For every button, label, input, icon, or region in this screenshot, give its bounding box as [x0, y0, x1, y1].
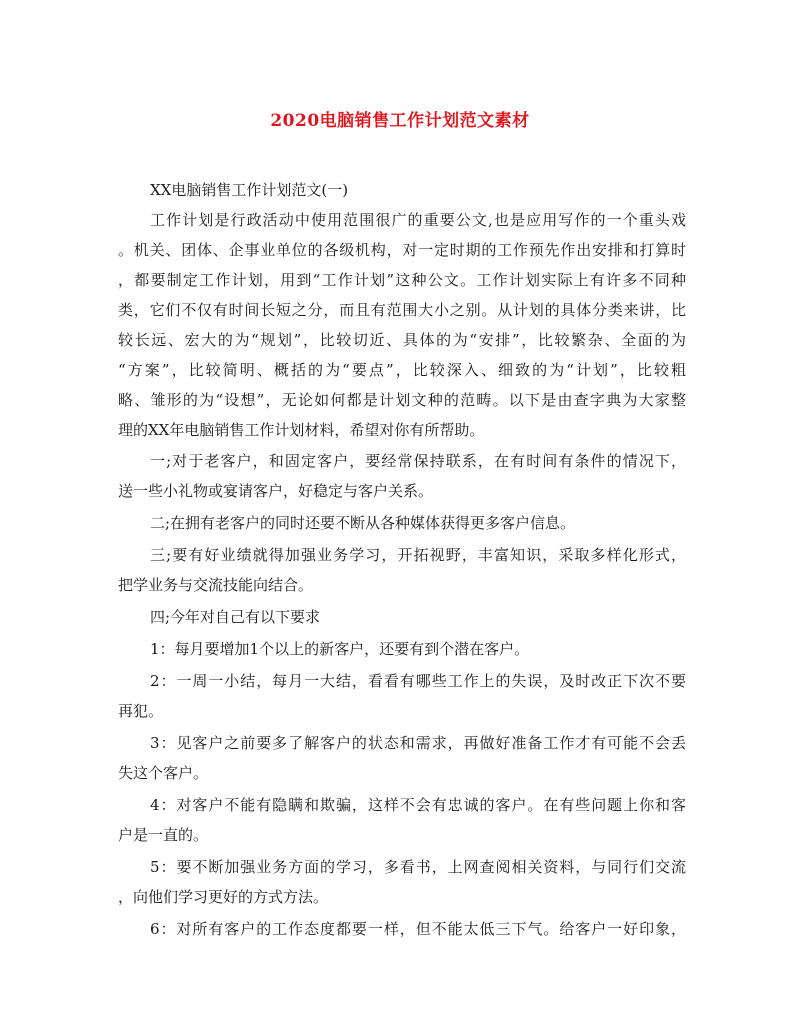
text-line: 再犯。 — [118, 702, 164, 720]
document-title: 2020电脑销售工作计划范文素材 — [270, 111, 530, 131]
text-line: 户是一直的。 — [118, 826, 209, 844]
text-line: XX电脑销售工作计划范文(一) — [150, 181, 349, 199]
text-line: 5：要不断加强业务方面的学习，多看书，上网查阅相关资料，与同行们交流 — [150, 858, 686, 876]
text-line: 四;今年对自己有以下要求 — [150, 608, 321, 626]
text-line: 。机关、团体、企事业单位的各级机构，对一定时期的工作预先作出安排和打算时 — [118, 241, 686, 259]
text-line: 略、雏形的为“设想”，无论如何都是计划文种的范畴。以下是由查字典为大家整 — [118, 391, 686, 409]
text-line: 一;对于老客户，和固定客户，要经常保持联系，在有时间有条件的情况下， — [150, 452, 686, 470]
text-line: 4：对客户不能有隐瞒和欺骗，这样不会有忠诚的客户。在有些问题上你和客 — [150, 796, 686, 814]
text-line: ，向他们学习更好的方式方法。 — [118, 888, 329, 906]
text-line: 把学业务与交流技能向结合。 — [118, 576, 314, 594]
text-line: 3：见客户之前要多了解客户的状态和需求，再做好准备工作才有可能不会丢 — [150, 734, 686, 752]
text-line: 送一些小礼物或宴请客户，好稳定与客户关系。 — [118, 482, 434, 500]
text-line: 三;要有好业绩就得加强业务学习，开拓视野，丰富知识，采取多样化形式， — [150, 546, 686, 564]
text-line: 1：每月要增加1个以上的新客户，还要有到个潜在客户。 — [150, 640, 530, 658]
text-line: 二;在拥有老客户的同时还要不断从各种媒体获得更多客户信息。 — [150, 514, 576, 532]
text-line: 理的XX年电脑销售工作计划材料，希望对你有所帮助。 — [118, 421, 485, 439]
text-line: 类，它们不仅有时间长短之分，而且有范围大小之别。从计划的具体分类来讲，比 — [118, 301, 686, 319]
text-line: 6：对所有客户的工作态度都要一样，但不能太低三下气。给客户一好印象， — [150, 920, 686, 938]
text-line: ，都要制定工作计划，用到“工作计划”这种公文。工作计划实际上有许多不同种 — [118, 271, 686, 289]
text-line: 2：一周一小结，每月一大结，看看有哪些工作上的失误，及时改正下次不要 — [150, 672, 686, 690]
text-line: 失这个客户。 — [118, 764, 209, 782]
text-line: “方案”，比较简明、概括的为“要点”，比较深入、细致的为“计划”，比较粗 — [118, 361, 686, 379]
text-line: 工作计划是行政活动中使用范围很广的重要公文,也是应用写作的一个重头戏 — [150, 211, 686, 229]
text-line: 较长远、宏大的为“规划”，比较切近、具体的为“安排”，比较繁杂、全面的为 — [118, 331, 686, 349]
